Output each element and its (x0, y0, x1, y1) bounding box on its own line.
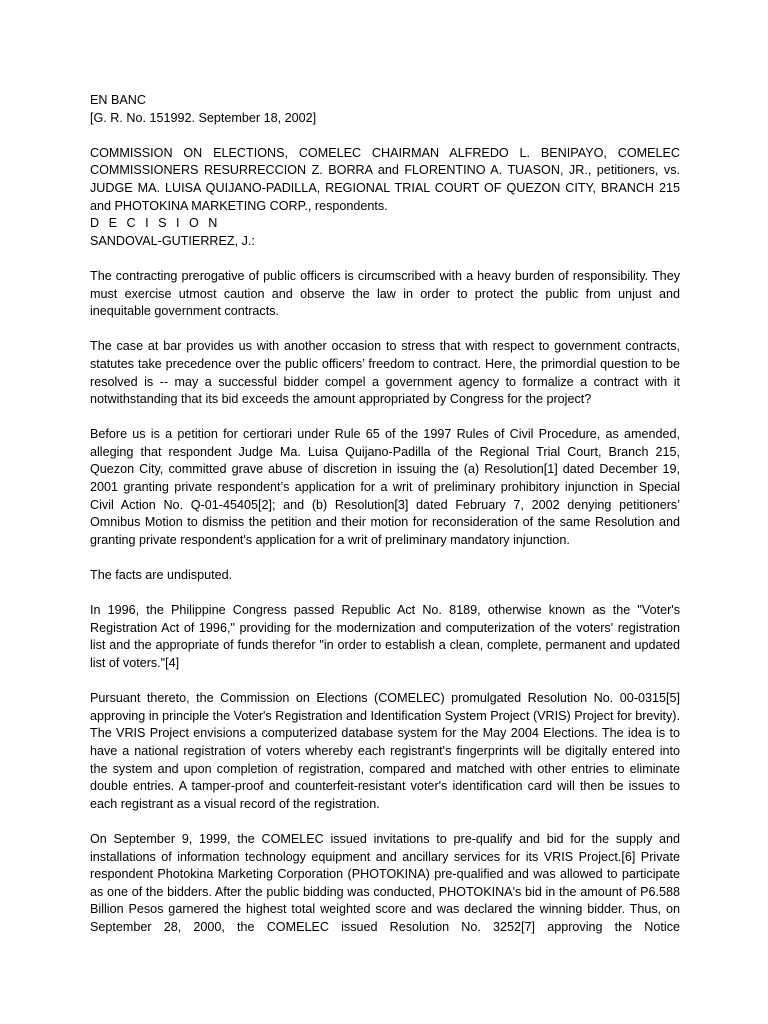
ponente: SANDOVAL-GUTIERREZ, J.: (90, 233, 255, 248)
paragraph-4: The facts are undisputed. (90, 568, 233, 583)
court-division: EN BANC (90, 93, 146, 107)
case-header (90, 92, 680, 127)
paragraph-2: The case at bar provides us with another occasion to stress that with respect to government contracts, statutes take precedence over the public officers’ freedom to contract. Here, the primordial question to be resolved is -- may a successful bidder compel a government agency to formalize a contract with it notwithstanding that its bid exceeds the amount appropriated by Congress for the project? (90, 339, 680, 407)
paragraph-7: On September 9, 1999, the COMELEC issued invitations to pre-qualify and bid for the supply and installations of information technology equipment and ancillary services for its VRIS Project.[6] Private respondent Photokina Marketing Corporation (PHOTOKINA) pre-qualified and was allowed to participate as one of the bidders. After the public bidding was conducted, PHOTOKINA's bid in the amount of P6.588 Billion Pesos garnered the highest total weighted score and was declared the winning bidder. Thus, on September 28, 2000, the COMELEC issued Resolution No. 3252[7] approving the Notice (90, 831, 680, 934)
case-reference: [G. R. No. 151992. September 18, 2002] (90, 110, 317, 125)
paragraph-6: Pursuant thereto, the Commission on Elections (COMELEC) promulgated Resolution No. 00-0315[5] approving in principle the Voter's Registration and Identification System Project (VRIS) Project for brevity). The VRIS Project envisions a computerized database system for the May 2004 Elections. The idea is to have a national registration of voters whereby each registrant's fingerprints will be digitally entered into the system and upon completion of registration, compared and matched with other entries to eliminate double entries. A tamper-proof and counterfeit-resistant voter's identification card will then be issues to each registrant as a visual record of the registration. (90, 691, 680, 811)
parties-caption: COMMISSION ON ELECTIONS, COMELEC CHAIRMAN ALFREDO L. BENIPAYO, COMELEC COMMISSIONERS RESURRECCION Z. BORRA and FLORENTINO A. TUASON, JR., petitioners, vs. JUDGE MA. LUISA QUIJANO-PADILLA, REGIONAL TRIAL COURT OF QUEZON CITY, BRANCH 215 and PHOTOKINA MARKETING CORP., respondents. (90, 145, 680, 213)
paragraph-3: Before us is a petition for certiorari under Rule 65 of the 1997 Rules of Civil Procedure, as amended, alleging that respondent Judge Ma. Luisa Quijano-Padilla of the Regional Trial Court, Branch 215, Quezon City, committed grave abuse of discretion in issuing the (a) Resolution[1] dated December 19, 2001 granting private respondent’s application for a writ of preliminary prohibitory injunction in Special Civil Action No. Q-01-45405[2]; and (b) Resolution[3] dated February 7, 2002 denying petitioners’ Omnibus Motion to dismiss the petition and their motion for reconsideration of the same Resolution and granting private respondent's application for a writ of preliminary mandatory injunction. (90, 427, 680, 547)
paragraph-5: In 1996, the Philippine Congress passed Republic Act No. 8189, otherwise known as the "Voter's Registration Act of 1996," providing for the modernization and computerization of the voters' registration list and the appropriate of funds therefor "in order to establish a clean, complete, permanent and updated list of voters."[4] (90, 603, 680, 670)
paragraph-1: The contracting prerogative of public officers is circumscribed with a heavy burden of responsibility. They must exercise utmost caution and observe the law in order to protect the public from unjust and inequitable government contracts. (90, 268, 680, 319)
document-page (90, 92, 680, 954)
case-title (90, 145, 680, 251)
decision-heading: D E C I S I O N (90, 216, 221, 231)
